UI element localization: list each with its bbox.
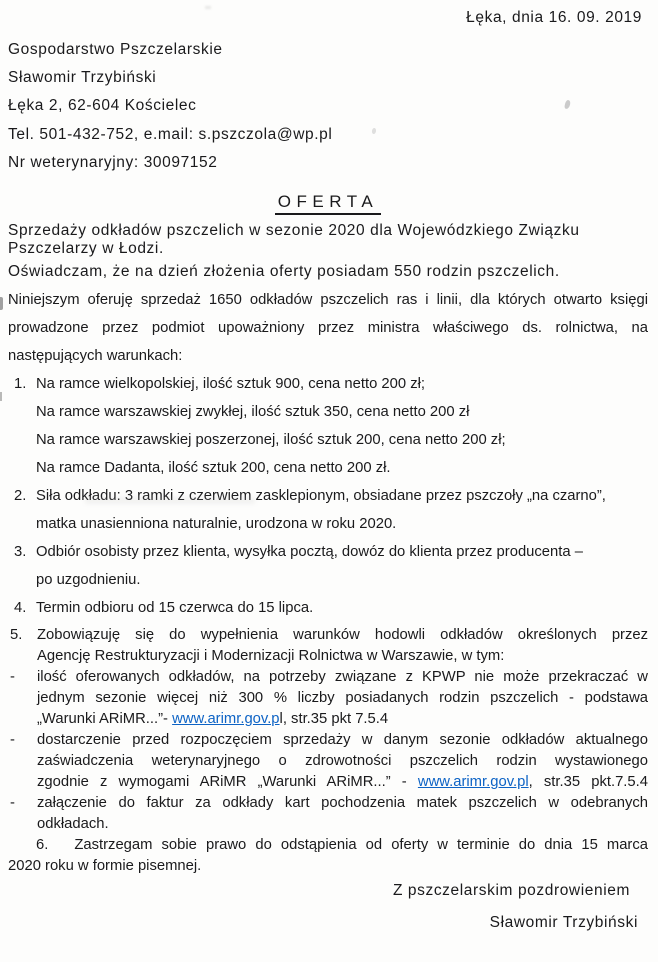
sub-condition-line: ilość oferowanych odkładów, na potrzeby związane z KPWP nie może przekraczać w — [37, 669, 648, 686]
condition-line — [8, 835, 648, 856]
condition-line: Odbiór osobisty przez klienta, wysyłka pocztą, dowóz do klienta przez producenta – — [36, 544, 583, 561]
declaration-paragraph — [8, 258, 648, 286]
link-suffix-text: l, str.35 pkt 7.5.4 — [279, 711, 389, 728]
item-number: 4. — [14, 600, 27, 617]
sender-block — [8, 36, 648, 177]
link-prefix-text: zgodnie z wymogami ARiMR „Warunki ARiMR...” - — [37, 774, 418, 791]
condition-item-3 — [8, 538, 648, 594]
condition-text: Zastrzegam sobie prawo do odstąpienia od oferty w terminie do dnia 15 marca — [74, 837, 648, 854]
item-number: 3. — [14, 544, 27, 561]
sub-condition-1 — [8, 667, 648, 730]
sub-condition-line: dostarczenie przed rozpoczęciem sprzedaży w danym sezonie odkładów aktualnego — [37, 732, 648, 749]
link-suffix-text: , str.35 pkt.7.5.4 — [528, 774, 648, 791]
condition-item-6 — [8, 835, 648, 877]
sub-condition-line — [37, 772, 648, 793]
item-number: 2. — [14, 488, 27, 505]
condition-line: Zobowiązuję się do wypełnienia warunków hodowli odkładów określonych przez — [37, 627, 648, 644]
signature-name: Sławomir Trzybiński — [489, 914, 638, 932]
condition-item-4 — [8, 594, 648, 622]
condition-line: Na ramce warszawskiej zwykłej, ilość sztuk 350, cena netto 200 zł — [36, 404, 470, 421]
sub-condition-2 — [8, 730, 648, 793]
offer-paragraph — [8, 286, 648, 370]
condition-line: Agencję Restrukturyzacji i Modernizacji Rolnictwa w Warszawie, w tym: — [37, 648, 505, 665]
document-title: OFERTA — [275, 192, 381, 215]
offer-line: Niniejszym oferuję sprzedaż 1650 odkładów pszczelich ras i linii, dla których otwarto księgi — [8, 292, 648, 309]
condition-item-2 — [8, 482, 648, 538]
condition-line: Na ramce Dadanta, ilość sztuk 200, cena netto 200 zł. — [36, 460, 391, 477]
sub-condition-line: załączenie do faktur za odkłady kart pochodzenia matek pszczelich w odebranych — [37, 795, 648, 812]
sender-vet-number: Nr weterynaryjny: 30097152 — [8, 153, 218, 171]
link-prefix-text: „Warunki ARiMR...”- — [37, 711, 173, 728]
subject-line: Sprzedaży odkładów pszczelich w sezonie 2020 dla Wojewódzkiego Związku — [8, 222, 580, 240]
closing-salutation: Z pszczelarskim pozdrowieniem — [392, 882, 630, 900]
subject-line: Pszczelarzy w Łodzi. — [8, 240, 164, 258]
condition-line: 2020 roku w formie pisemnej. — [8, 858, 202, 875]
offer-line: następujących warunkach: — [8, 348, 183, 365]
dash-marker: - — [10, 795, 15, 812]
sub-condition-3 — [8, 793, 648, 835]
condition-line: Na ramce warszawskiej poszerzonej, ilość sztuk 200, cena netto 200 zł; — [36, 432, 506, 449]
dash-marker: - — [10, 669, 15, 686]
item-number: 5. — [10, 627, 23, 644]
sender-name: Sławomir Trzybiński — [8, 69, 157, 87]
sub-condition-line: zaświadczenia weterynaryjnego o zdrowotności pszczelich rodzin wystawionego — [37, 753, 648, 770]
item-number: 6. — [36, 837, 49, 854]
arimr-website-link[interactable]: www.arimr.gov.pl — [417, 774, 529, 791]
subject-paragraph — [8, 222, 648, 258]
dash-marker: - — [10, 732, 15, 749]
item-number: 1. — [14, 376, 27, 393]
sender-address: Łęka 2, 62-604 Kościelec — [8, 97, 197, 115]
offer-line: prowadzone przez podmiot upoważniony przez ministra właściwego ds. rolnictwa, na — [8, 320, 648, 337]
title-row — [8, 192, 648, 215]
arimr-website-link[interactable]: www.arimr.gov.p — [172, 711, 280, 728]
sender-contact: Tel. 501-432-752, e.mail: s.pszczola@wp.pl — [8, 125, 333, 143]
condition-line: Na ramce wielkopolskiej, ilość sztuk 900, cena netto 200 zł; — [36, 376, 426, 393]
sub-condition-line: jednym sezonie więcej niż 300 % liczby posiadanych rodzin pszczelich - podstawa — [37, 690, 648, 707]
condition-item-1 — [8, 370, 648, 482]
condition-item-5 — [8, 625, 648, 667]
sub-condition-line: odkładach. — [37, 816, 109, 833]
condition-line: Termin odbioru od 15 czerwca do 15 lipca. — [36, 600, 314, 617]
sub-condition-line — [37, 709, 648, 730]
condition-line: po uzgodnieniu. — [36, 572, 141, 589]
condition-line: Siła odkładu: 3 ramki z czerwiem zasklepionym, obsiadane przez pszczoły „na czarno”, — [36, 488, 606, 505]
date-line: Łęka, dnia 16. 09. 2019 — [466, 9, 642, 26]
arimr-section — [8, 625, 648, 877]
declaration-line: Oświadczam, że na dzień złożenia oferty posiadam 550 rodzin pszczelich. — [8, 263, 560, 281]
condition-line: matka unasienniona naturalnie, urodzona w roku 2020. — [36, 516, 397, 533]
sender-company: Gospodarstwo Pszczelarskie — [8, 41, 223, 58]
